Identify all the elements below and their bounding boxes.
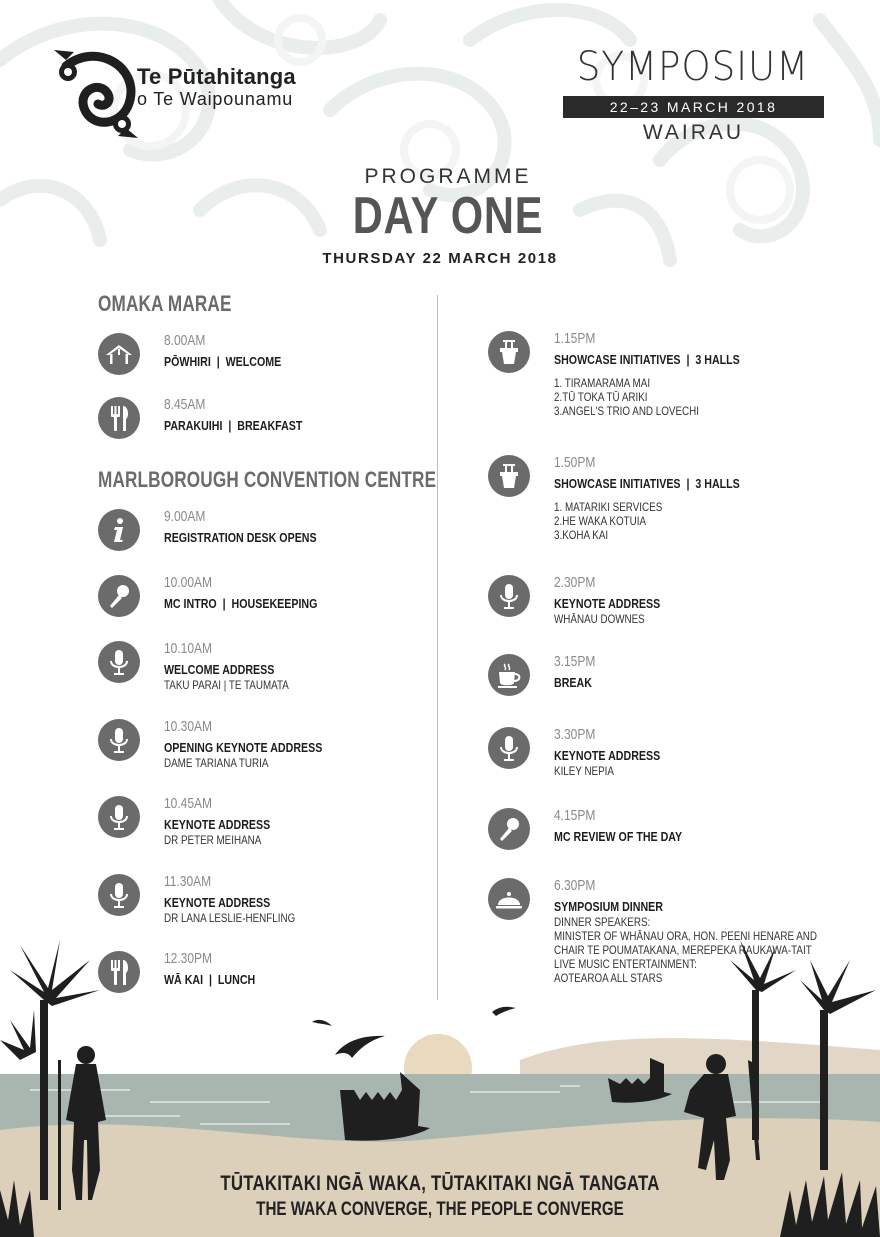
schedule-time: 12.30PM (164, 950, 213, 967)
logo-title: Te Pūtahitanga (137, 64, 296, 89)
cloche-icon (488, 878, 530, 920)
schedule-time: 10.10AM (164, 640, 213, 657)
schedule-title: KEYNOTE ADDRESS (164, 817, 271, 832)
schedule-speaker: TAKU PARAI | TE TAUMATA (164, 678, 289, 692)
microphone-icon (98, 874, 140, 916)
schedule-detail-line: AOTEAROA ALL STARS (554, 971, 663, 985)
logo-icon (46, 46, 146, 142)
symposium-dates: 22–23 MARCH 2018 (563, 96, 824, 118)
schedule-detail-line: LIVE MUSIC ENTERTAINMENT: (554, 957, 697, 971)
schedule-detail-line: 1. TIRAMARAMA MAI (554, 376, 651, 390)
tagline-maori: TŪTAKITAKI NGĀ WAKA, TŪTAKITAKI NGĀ TANGATA (220, 1172, 660, 1195)
schedule-title: WĀ KAI | LUNCH (164, 972, 256, 987)
schedule-time: 8.00AM (164, 332, 206, 349)
schedule-time: 10.30AM (164, 718, 213, 735)
schedule-item-text (164, 639, 316, 692)
cutlery-icon (98, 397, 140, 439)
schedule-time: 3.30PM (554, 726, 596, 743)
schedule-detail-line: CHAIR TE POUMATAKANA, MEREPEKA RAUKAWA-TAIT (554, 943, 812, 957)
logo-subtitle: o Te Waipounamu (137, 89, 294, 109)
symposium-location: WAIRAU (642, 121, 745, 144)
schedule-item-text (554, 725, 684, 778)
schedule-detail-line: MINISTER OF WHĀNAU ORA, HON. PEENI HENARE AND (554, 929, 817, 943)
schedule-item-text (164, 507, 350, 546)
symposium-title: SYMPOSIUM (576, 44, 810, 90)
schedule-detail-line: DINNER SPEAKERS: (554, 915, 651, 929)
schedule-title: SHOWCASE INITIATIVES | 3 HALLS (554, 352, 740, 367)
schedule-title: SYMPOSIUM DINNER (554, 899, 663, 914)
schedule-time: 10.45AM (164, 795, 213, 812)
schedule-title: BREAK (554, 675, 592, 690)
programme-date: THURSDAY 22 MARCH 2018 (322, 250, 558, 267)
schedule-item-text (554, 453, 781, 542)
schedule-speaker: WHĀNAU DOWNES (554, 612, 645, 626)
powhiri-icon (98, 333, 140, 375)
schedule-title: KEYNOTE ADDRESS (164, 895, 271, 910)
coffee-cup-icon (488, 654, 530, 696)
schedule-speaker: DR LANA LESLIE-HENFLING (164, 911, 296, 925)
schedule-time: 6.30PM (554, 877, 596, 894)
schedule-item-text (164, 573, 351, 612)
schedule-item-text (554, 806, 710, 845)
schedule-speaker: KILEY NEPIA (554, 764, 614, 778)
schedule-item-text (164, 331, 307, 370)
microphone-icon (488, 575, 530, 617)
schedule-title: SHOWCASE INITIATIVES | 3 HALLS (554, 476, 740, 491)
microphone-icon (98, 641, 140, 683)
info-icon (98, 509, 140, 551)
handheld-mic-icon (488, 808, 530, 850)
schedule-item-text (554, 329, 781, 418)
schedule-title: KEYNOTE ADDRESS (554, 748, 661, 763)
schedule-title: OPENING KEYNOTE ADDRESS (164, 740, 323, 755)
schedule-title: MC INTRO | HOUSEKEEPING (164, 596, 318, 611)
podium-icon (488, 455, 530, 497)
schedule-item-text (164, 717, 357, 770)
schedule-speaker: DAME TARIANA TURIA (164, 756, 269, 770)
schedule-time: 10.00AM (164, 574, 213, 591)
schedule-title: WELCOME ADDRESS (164, 662, 275, 677)
schedule-item-text (554, 573, 684, 626)
schedule-item-text (554, 652, 606, 691)
schedule-item-text (164, 794, 294, 847)
microphone-icon (98, 719, 140, 761)
schedule-time: 4.15PM (554, 807, 596, 824)
schedule-item-text (164, 872, 324, 925)
schedule-details (554, 376, 781, 418)
venue-omaka-marae: OMAKA MARAE (98, 291, 232, 316)
schedule-item-text (164, 395, 333, 434)
schedule-time: 1.50PM (554, 454, 596, 471)
programme-label: PROGRAMME (364, 165, 532, 188)
schedule-time: 2.30PM (554, 574, 596, 591)
schedule-detail-line: 2.HE WAKA KOTUIA (554, 514, 647, 528)
column-divider (437, 295, 438, 1000)
schedule-details (554, 500, 781, 542)
tagline-english: THE WAKA CONVERGE, THE PEOPLE CONVERGE (256, 1199, 624, 1220)
schedule-time: 9.00AM (164, 508, 206, 525)
venue-convention-centre: MARLBOROUGH CONVENTION CENTRE (98, 467, 437, 492)
schedule-time: 3.15PM (554, 653, 596, 670)
podium-icon (488, 331, 530, 373)
schedule-time: 8.45AM (164, 396, 206, 413)
handheld-mic-icon (98, 575, 140, 617)
schedule-title: MC REVIEW OF THE DAY (554, 829, 683, 844)
schedule-title: REGISTRATION DESK OPENS (164, 530, 317, 545)
microphone-icon (488, 727, 530, 769)
schedule-title: PŌWHIRI | WELCOME (164, 354, 282, 369)
schedule-detail-line: 3.ANGEL'S TRIO AND LOVECHI (554, 404, 699, 418)
schedule-detail-line: 3.KOHA KAI (554, 528, 609, 542)
schedule-title: KEYNOTE ADDRESS (554, 596, 661, 611)
day-heading: DAY ONE (352, 187, 544, 245)
schedule-detail-line: 2.TŪ TOKA TŪ ARIKI (554, 390, 648, 404)
schedule-detail-line: 1. MATARIKI SERVICES (554, 500, 663, 514)
schedule-speaker: DR PETER MEIHANA (164, 833, 262, 847)
schedule-title: PARAKUIHI | BREAKFAST (164, 418, 303, 433)
schedule-time: 11.30AM (164, 873, 212, 890)
microphone-icon (98, 796, 140, 838)
schedule-time: 1.15PM (554, 330, 596, 347)
